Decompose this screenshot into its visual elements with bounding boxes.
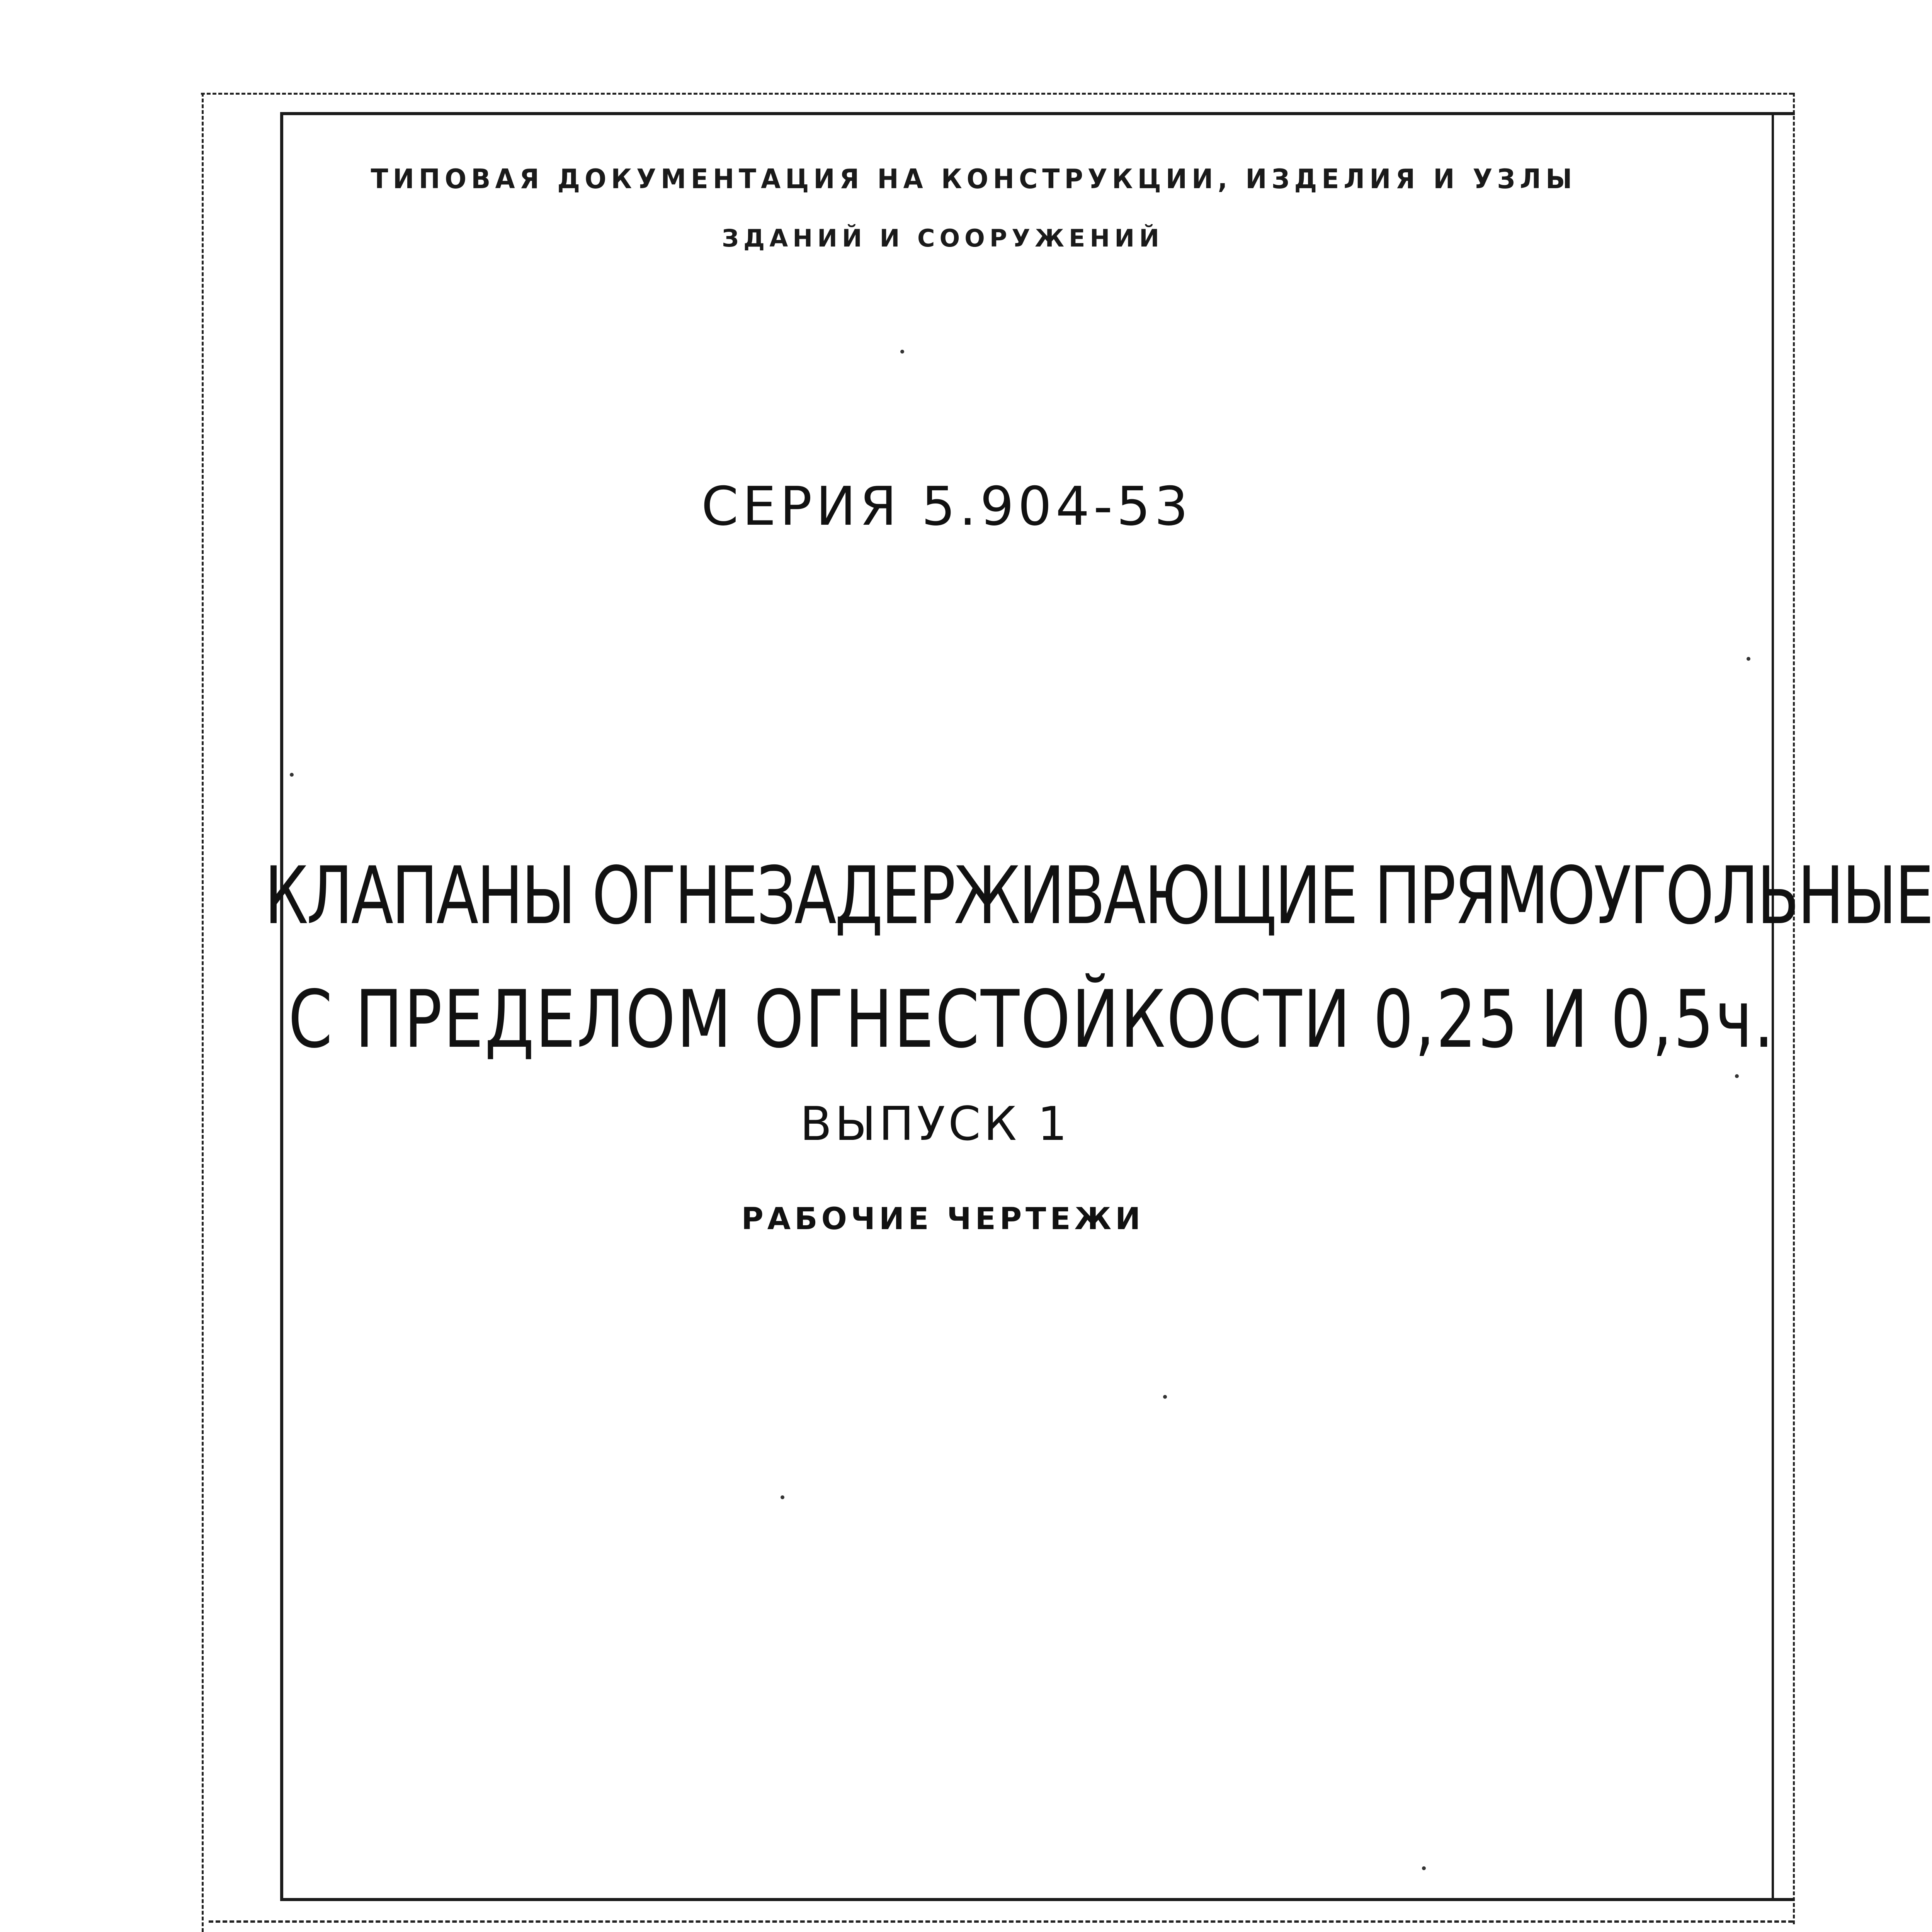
- outer-frame-left: [202, 93, 204, 1932]
- scan-speck: [781, 1495, 784, 1499]
- organization-header-line1: ТИПОВАЯ ДОКУМЕНТАЦИЯ НА КОНСТРУКЦИИ, ИЗДЕЛИЯ И УЗЛЫ: [371, 163, 1577, 195]
- document-title-line2: С ПРЕДЕЛОМ ОГНЕСТОЙКОСТИ 0,25 И 0,5ч.: [288, 974, 1776, 1066]
- series-number: СЕРИЯ 5.904-53: [701, 475, 1192, 537]
- organization-header-line2: ЗДАНИЙ И СООРУЖЕНИЙ: [721, 224, 1164, 252]
- scan-speck: [290, 773, 294, 777]
- scan-speck: [900, 350, 904, 354]
- document-subtitle: РАБОЧИЕ ЧЕРТЕЖИ: [741, 1202, 1145, 1236]
- document-title-line1: КЛАПАНЫ ОГНЕЗАДЕРЖИВАЮЩИЕ ПРЯМОУГОЛЬНЫЕ: [264, 850, 1932, 942]
- outer-frame-top: [201, 93, 1793, 95]
- scan-speck: [1163, 1395, 1167, 1399]
- issue-number: ВЫПУСК 1: [800, 1097, 1070, 1151]
- scan-speck: [1735, 1074, 1739, 1078]
- outer-frame-bottom: [209, 1920, 1793, 1923]
- scan-speck: [1747, 657, 1750, 661]
- scan-speck: [1422, 1866, 1426, 1870]
